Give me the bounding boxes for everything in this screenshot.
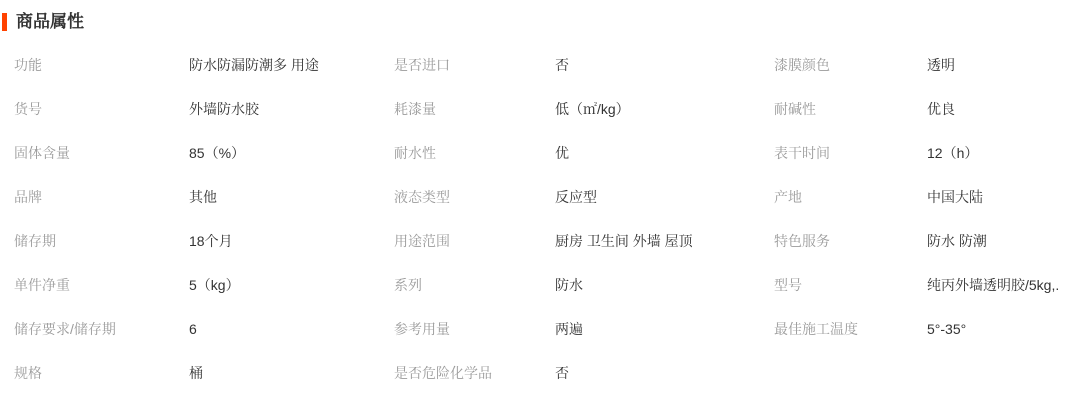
attr-label: 储存要求/储存期 <box>14 321 116 337</box>
attr-label: 表干时间 <box>774 145 830 161</box>
attr-label: 功能 <box>14 57 42 73</box>
attr-value: 5（kg） <box>189 277 240 293</box>
attr-value: 桶 <box>189 365 203 381</box>
attr-label: 液态类型 <box>394 189 450 205</box>
attr-value: 6 <box>189 321 197 337</box>
attr-label: 特色服务 <box>774 233 830 249</box>
attr-value: 防水防漏防潮多 用途 <box>189 57 319 73</box>
attr-label: 是否危险化学品 <box>394 365 492 381</box>
attr-value: 否 <box>555 365 569 381</box>
attr-label: 参考用量 <box>394 321 450 337</box>
attr-value: 厨房 卫生间 外墙 屋顶 <box>555 233 693 249</box>
attr-value: 透明 <box>927 57 955 73</box>
attr-label: 固体含量 <box>14 145 70 161</box>
attr-label: 用途范围 <box>394 233 450 249</box>
attr-value: 反应型 <box>555 189 597 205</box>
attr-label: 货号 <box>14 101 42 117</box>
attr-value: 85（%） <box>189 145 246 161</box>
accent-bar-icon <box>2 13 7 31</box>
attr-value: 两遍 <box>555 321 583 337</box>
attr-label: 系列 <box>394 277 422 293</box>
attr-value: 否 <box>555 57 569 73</box>
attr-label: 产地 <box>774 189 802 205</box>
attr-value: 纯丙外墙透明胶/5kg,. <box>927 277 1060 293</box>
attr-value: 中国大陆 <box>927 189 983 205</box>
attr-value: 低（㎡/kg） <box>555 101 630 117</box>
attr-label: 最佳施工温度 <box>774 321 858 337</box>
attr-label: 耐水性 <box>394 145 436 161</box>
attr-value: 优 <box>555 145 569 161</box>
attr-value: 12（h） <box>927 145 979 161</box>
attr-label: 储存期 <box>14 233 56 249</box>
attr-value: 其他 <box>189 189 217 205</box>
section-header <box>0 0 1087 31</box>
attr-value: 防水 <box>555 277 583 293</box>
attr-value: 防水 防潮 <box>927 233 987 249</box>
attr-label: 规格 <box>14 365 42 381</box>
attr-value: 优良 <box>927 101 955 117</box>
attr-label: 单件净重 <box>14 277 70 293</box>
attr-label: 品牌 <box>14 189 42 205</box>
section-title: 商品属性 <box>16 12 84 31</box>
attr-label: 型号 <box>774 277 802 293</box>
attr-label: 是否进口 <box>394 57 450 73</box>
attr-label: 漆膜颜色 <box>774 57 830 73</box>
attr-label: 耗漆量 <box>394 101 436 117</box>
attr-value: 5°-35° <box>927 321 967 337</box>
attr-value: 外墙防水胶 <box>189 101 259 117</box>
attr-value: 18个月 <box>189 233 233 249</box>
attributes-table <box>0 43 1087 395</box>
attr-label: 耐碱性 <box>774 101 816 117</box>
